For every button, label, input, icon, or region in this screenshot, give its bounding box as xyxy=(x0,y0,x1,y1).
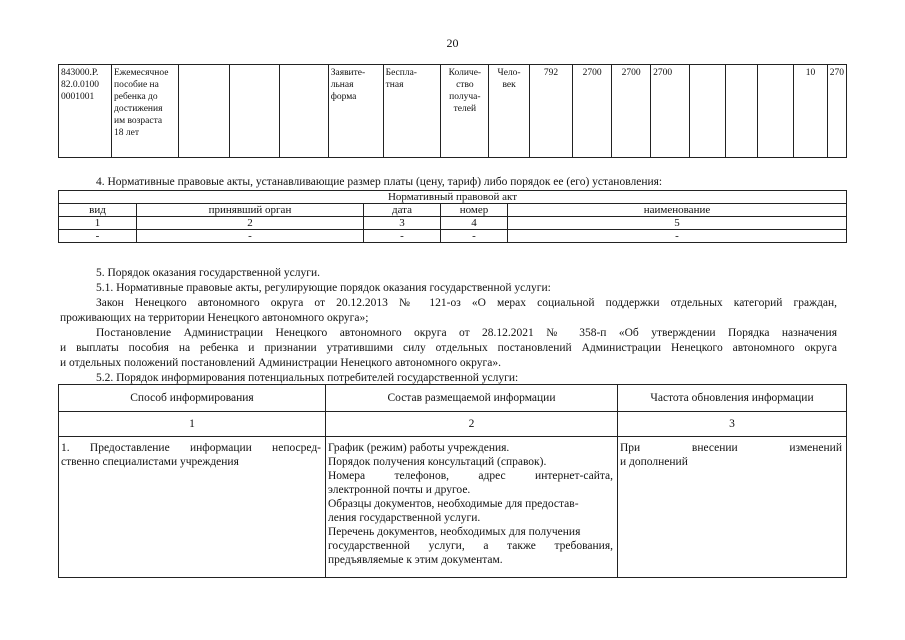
payment-line: Беспла- xyxy=(385,68,417,78)
column-number: 5 xyxy=(508,217,847,230)
service-name-line: Ежемесячное xyxy=(114,68,169,78)
content-line: Порядок получения консультаций (справок). xyxy=(328,456,547,468)
value-cell: 2700 xyxy=(651,65,690,158)
column-header: наименование xyxy=(508,204,847,217)
table-row xyxy=(59,385,847,412)
service-name-line: пособие на xyxy=(114,80,159,90)
column-number: 2 xyxy=(137,217,364,230)
method-line: 1. Предоставление информации непосред- xyxy=(61,442,321,454)
value-cell: 270 xyxy=(827,65,846,158)
table-row xyxy=(59,204,847,217)
payment-line: тная xyxy=(385,80,404,90)
content-line: Перечень документов, необходимых для получения xyxy=(328,526,581,538)
table-row xyxy=(59,65,847,158)
table-cell: - xyxy=(59,230,137,243)
page-number: 20 xyxy=(446,36,459,50)
frequency-line: При внесении изменений xyxy=(620,442,842,454)
column-number: 4 xyxy=(441,217,508,230)
column-header: дата xyxy=(364,204,441,217)
law-1-line-2: проживающих на территории Ненецкого автономного округа»; xyxy=(60,312,369,324)
service-name-line: им возраста xyxy=(114,116,163,126)
payment-cell xyxy=(383,65,441,158)
table-row xyxy=(59,217,847,230)
table-cell: - xyxy=(137,230,364,243)
content-cell xyxy=(326,437,618,578)
column-number: 3 xyxy=(618,412,847,437)
indicator-cell xyxy=(441,65,489,158)
law-2-line-1: Постановление Администрации Ненецкого автономного округа от 28.12.2021 № 358-п «Об утверждении Порядка назначения xyxy=(96,327,837,339)
informing-table xyxy=(58,384,847,578)
empty-cell xyxy=(725,65,757,158)
service-name-cell xyxy=(112,65,179,158)
content-line: электронной почты и другое. xyxy=(328,484,471,496)
content-line: График (режим) работы учреждения. xyxy=(328,442,510,454)
service-name-line: ребенка до xyxy=(114,92,158,102)
content-line: ления государственной услуги. xyxy=(328,512,481,524)
law-1-line-1: Закон Ненецкого автономного округа от 20.12.2013 № 121-оз «О мерах социальной поддержки отдельных категорий граждан, xyxy=(96,297,837,309)
form-line: льная xyxy=(330,80,354,90)
indicator-line: телей xyxy=(453,104,477,114)
value-cell: 2700 xyxy=(612,65,651,158)
column-header: Частота обновления информации xyxy=(618,385,847,412)
content-line: Образцы документов, необходимые для предостав- xyxy=(328,498,579,510)
table-row xyxy=(59,191,847,204)
column-header: номер xyxy=(441,204,508,217)
law-2-line-3: и отдельных положений постановлений Администрации Ненецкого автономного округа». xyxy=(60,357,501,369)
content-line: предъявляемые к этим документам. xyxy=(328,554,503,566)
table-cell: - xyxy=(364,230,441,243)
service-code-line: 843000.Р. xyxy=(61,68,99,78)
deviation-cell: 10 xyxy=(794,65,827,158)
indicator-line: ство xyxy=(456,80,474,90)
frequency-line: и дополнений xyxy=(620,456,688,468)
column-number: 2 xyxy=(326,412,618,437)
indicator-line: Количе- xyxy=(448,68,482,78)
content-line: Номера телефонов, адрес интернет-сайта, xyxy=(328,470,613,482)
table-cell: - xyxy=(508,230,847,243)
form-line: форма xyxy=(330,92,357,102)
normative-acts-table xyxy=(58,190,847,243)
column-header: Состав размещаемой информации xyxy=(326,385,618,412)
unit-cell xyxy=(489,65,530,158)
okei-cell: 792 xyxy=(529,65,572,158)
section-5-heading: 5. Порядок оказания государственной услуги. xyxy=(96,267,320,279)
service-code-line: 0001001 xyxy=(61,92,95,102)
table-row xyxy=(59,412,847,437)
empty-cell xyxy=(690,65,726,158)
indicator-line: получа- xyxy=(449,92,481,102)
table-row xyxy=(59,230,847,243)
service-name-line: 18 лет xyxy=(114,128,139,138)
table-title: Нормативный правовой акт xyxy=(59,191,847,204)
content-line: государственной услуги, а также требования, xyxy=(328,540,613,552)
service-indicators-table xyxy=(58,64,847,158)
service-code-line: 82.0.0100 xyxy=(61,80,99,90)
empty-cell xyxy=(178,65,230,158)
unit-line: век xyxy=(502,80,516,90)
frequency-cell xyxy=(618,437,847,578)
empty-cell xyxy=(280,65,328,158)
section-4-heading: 4. Нормативные правовые акты, устанавливающие размер платы (цену, тариф) либо порядок ее (его) установления: xyxy=(96,176,663,188)
table-row xyxy=(59,437,847,578)
column-number: 3 xyxy=(364,217,441,230)
column-header: вид xyxy=(59,204,137,217)
column-header: принявший орган xyxy=(137,204,364,217)
column-number: 1 xyxy=(59,412,326,437)
law-2-line-2: и выплаты пособия на ребенка и признании утратившими силу отдельных постановлений Администрации Ненецкого автономного округа xyxy=(60,342,837,354)
value-cell: 2700 xyxy=(573,65,612,158)
table-cell: - xyxy=(441,230,508,243)
unit-line: Чело- xyxy=(497,68,521,78)
section-5-1-heading: 5.1. Нормативные правовые акты, регулирующие порядок оказания государственной услуги: xyxy=(96,282,551,294)
service-code-cell xyxy=(59,65,112,158)
column-header: Способ информирования xyxy=(59,385,326,412)
empty-cell xyxy=(757,65,794,158)
method-cell xyxy=(59,437,326,578)
section-5-2-heading: 5.2. Порядок информирования потенциальных потребителей государственной услуги: xyxy=(96,372,519,384)
service-name-line: достижения xyxy=(114,104,163,114)
form-cell xyxy=(328,65,383,158)
method-line: ственно специалистами учреждения xyxy=(61,456,239,468)
form-line: Заявите- xyxy=(330,68,366,78)
column-number: 1 xyxy=(59,217,137,230)
empty-cell xyxy=(230,65,280,158)
